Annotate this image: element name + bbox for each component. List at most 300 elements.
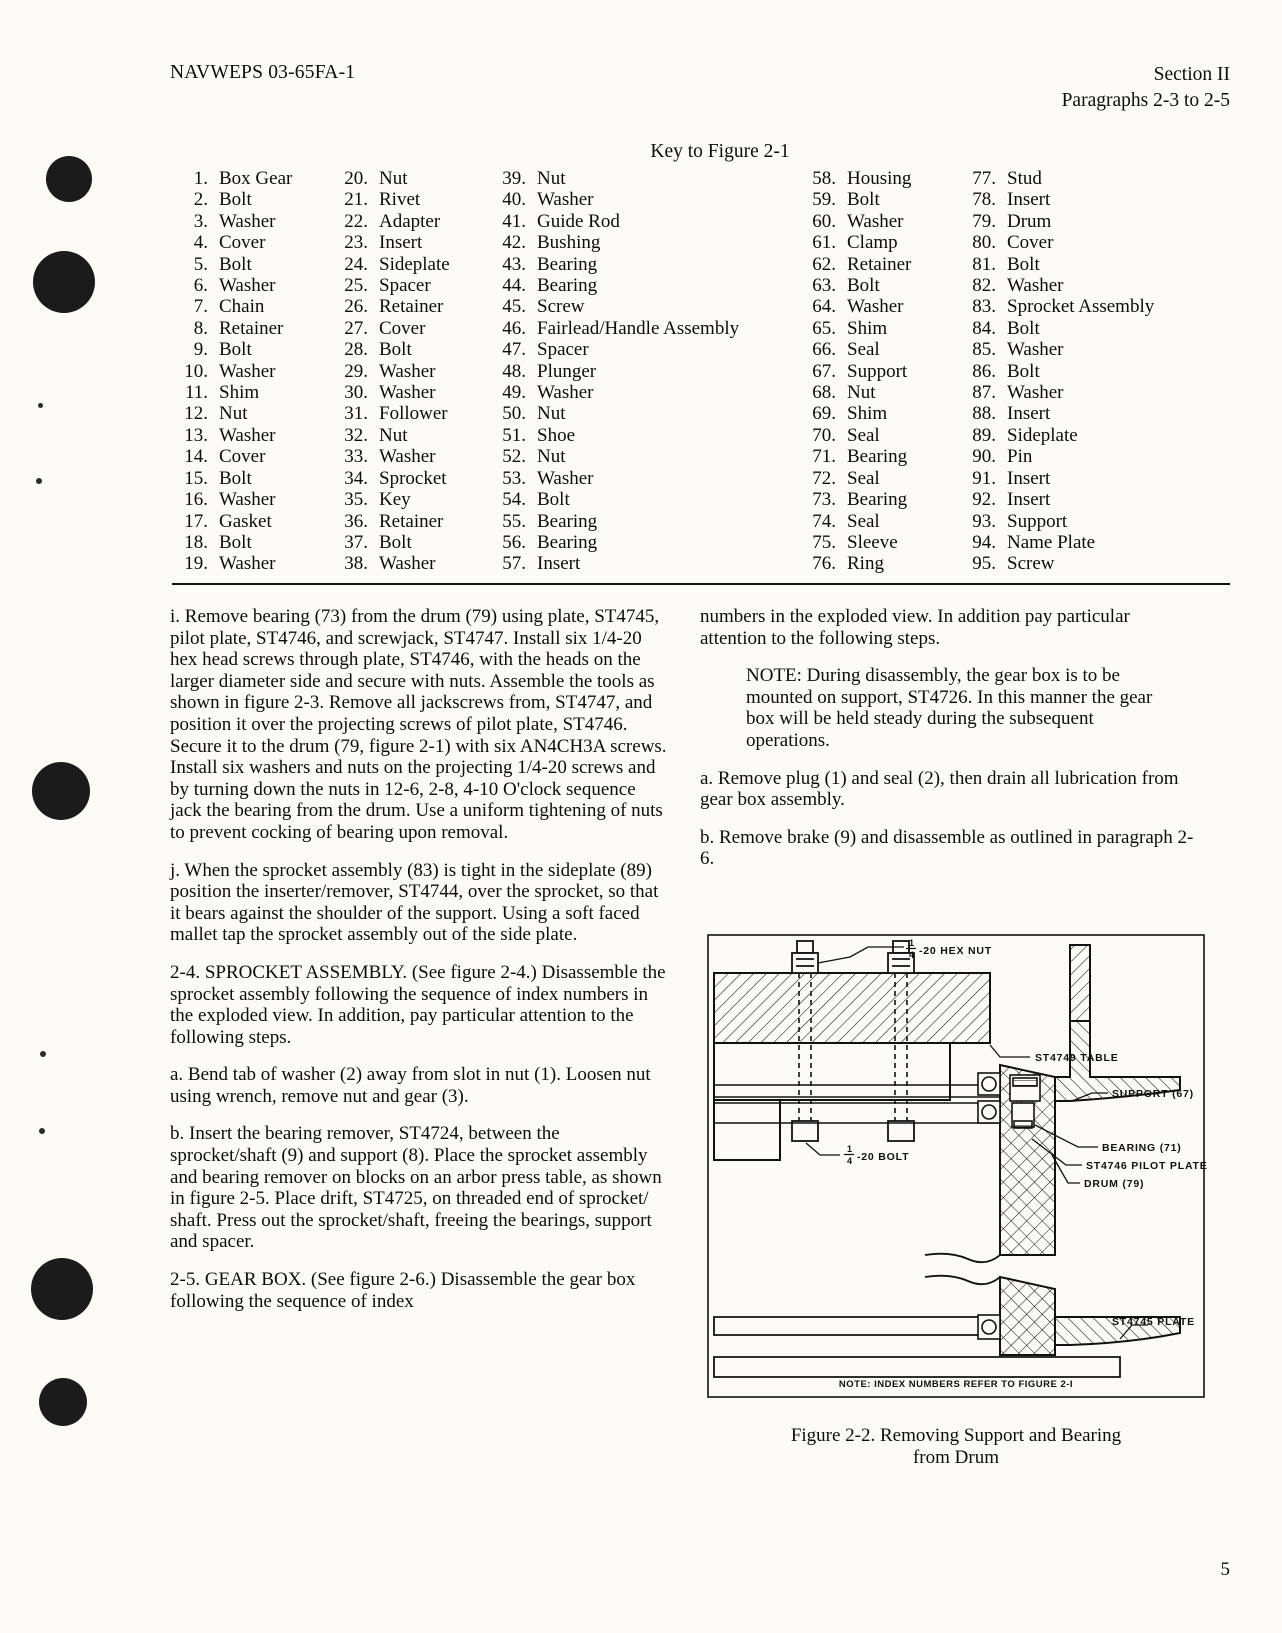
parts-key-item (330, 489, 488, 510)
figure-label-drum: DRUM (79) (1084, 1178, 1145, 1190)
parts-key-label: Bearing (537, 510, 598, 532)
scan-speck (36, 478, 42, 484)
page-number: 5 (1220, 1559, 1230, 1580)
parts-key-item (488, 403, 798, 424)
parts-key-label: Bolt (379, 339, 412, 361)
parts-key-item (488, 532, 798, 553)
parts-key-label: Cover (379, 317, 426, 339)
parts-key-label: Bushing (537, 232, 601, 254)
parts-key-label: Fairlead/Handle Assembly (537, 317, 740, 339)
parts-key-label: Washer (219, 275, 276, 297)
parts-key-label: Shim (847, 317, 888, 339)
parts-key-label: Housing (847, 168, 912, 189)
parts-key-label: Bolt (847, 275, 880, 297)
parts-key-item (170, 446, 330, 467)
parts-key-item (958, 553, 1208, 574)
parts-key-number: 36. (344, 510, 368, 532)
parts-key-item (170, 232, 330, 253)
parts-key-number: 26. (344, 296, 368, 318)
parts-key-label: Seal (847, 510, 880, 532)
parts-key-number: 63. (812, 275, 836, 297)
parts-key-item (958, 511, 1208, 532)
figure-label-pilot-plate: ST4746 PILOT PLATE (1086, 1160, 1208, 1172)
parts-key-item (958, 296, 1208, 317)
parts-key-label: Bolt (219, 467, 252, 489)
parts-key-item (330, 553, 488, 574)
parts-key-item (330, 318, 488, 339)
parts-key-label: Retainer (847, 253, 912, 275)
parts-key-label: Name Plate (1007, 531, 1096, 553)
figure-label-table: ST4749 TABLE (1035, 1052, 1119, 1064)
parts-key-item (330, 168, 488, 189)
parts-key-label: Key (379, 489, 411, 511)
parts-key-item (330, 382, 488, 403)
parts-key-item (330, 532, 488, 553)
parts-key-label: Washer (847, 296, 904, 318)
scan-speck (39, 1128, 45, 1134)
parts-key-number: 8. (193, 317, 208, 339)
parts-key-item (798, 468, 958, 489)
parts-key-item (798, 168, 958, 189)
parts-key-number: 69. (812, 403, 836, 425)
parts-key-item (958, 532, 1208, 553)
parts-key-label: Washer (537, 189, 594, 211)
figure-label-bearing: BEARING (71) (1102, 1142, 1182, 1154)
parts-key-column-3 (488, 168, 798, 575)
paragraph-i: i. Remove bearing (73) from the drum (79) using plate, ST4745, pilot plate, ST4746, and screwjack, ST4747. Install six 1/4-20 hex head screws through plate, ST4746, with the heads on the larger diameter side and secure with nuts. Assemble the tools as shown in figure 2-3. Remove all jackscrews from, ST4747, and position it over the projecting screws of pilot plate, ST4746. Secure it to the drum (79, figure 2-1) with six AN4CH3A screws. Install six washers and nuts on the projecting 1/4-20 screws and by turning down the nuts in 12-6, 2-8, 4-10 O'clock sequence jack the bearing from the drum. Use a uniform tightening of nuts to prevent cocking of bearing upon removal. (170, 606, 667, 843)
parts-key-number: 49. (502, 382, 526, 404)
paragraph-j: j. When the sprocket assembly (83) is tight in the sideplate (89) position the inserter/remover, ST4744, over the sprocket, so that it bears against the shoulder of the support. Using a soft faced mallet tap the sprocket assembly out of the side plate. (170, 859, 659, 946)
parts-key-number: 52. (502, 446, 526, 468)
parts-key-number: 47. (502, 339, 526, 361)
parts-key-number: 21. (344, 189, 368, 211)
parts-key-item (958, 425, 1208, 446)
parts-key-item (488, 211, 798, 232)
key-title: Key to Figure 2-1 (650, 140, 790, 162)
parts-key-number: 10. (184, 360, 208, 382)
parts-key-number: 55. (502, 510, 526, 532)
parts-key-number: 39. (502, 168, 526, 189)
parts-key-item (330, 339, 488, 360)
parts-key-item (488, 425, 798, 446)
parts-key-number: 94. (972, 531, 996, 553)
parts-key-item (170, 425, 330, 446)
parts-key-number: 60. (812, 210, 836, 232)
parts-key-item (798, 318, 958, 339)
parts-key-number: 15. (184, 467, 208, 489)
parts-key-label: Sprocket (379, 467, 447, 489)
punch-hole (46, 156, 92, 202)
parts-key-number: 93. (972, 510, 996, 532)
figure-2-2-drawing (700, 925, 1212, 1405)
parts-key-number: 42. (502, 232, 526, 254)
parts-key-number: 12. (184, 403, 208, 425)
paragraph-2-5-b: b. Remove brake (9) and disassemble as outlined in paragraph 2-6. (700, 826, 1194, 870)
paragraph-2-4-a: a. Bend tab of washer (2) away from slot in nut (1). Loosen nut using wrench, remove nut and gear (3). (170, 1064, 651, 1107)
scan-speck (38, 403, 43, 408)
parts-key-label: Washer (219, 424, 276, 446)
parts-key-item (488, 489, 798, 510)
scan-speck (40, 1051, 46, 1057)
parts-key-label: Insert (537, 553, 581, 575)
svg-text:4: 4 (909, 950, 915, 960)
parts-key-label: Washer (847, 210, 904, 232)
parts-key-number: 58. (812, 168, 836, 189)
parts-key-number: 43. (502, 253, 526, 275)
parts-key-number: 59. (812, 189, 836, 211)
parts-key-label: Screw (1007, 553, 1055, 575)
parts-key-label: Washer (219, 553, 276, 575)
parts-key-number: 4. (193, 232, 208, 254)
parts-key-item (958, 489, 1208, 510)
parts-key-number: 57. (502, 553, 526, 575)
parts-key-label: Bearing (537, 253, 598, 275)
parts-key-item (798, 361, 958, 382)
parts-key-item (958, 189, 1208, 210)
parts-key-number: 90. (972, 446, 996, 468)
parts-key-number: 85. (972, 339, 996, 361)
svg-text:4: 4 (847, 1156, 853, 1166)
parts-key-number: 84. (972, 317, 996, 339)
parts-key-item (488, 296, 798, 317)
parts-key-item (798, 403, 958, 424)
parts-key-item (330, 254, 488, 275)
parts-key-label: Follower (379, 403, 448, 425)
parts-key-label: Cover (1007, 232, 1054, 254)
parts-key-label: Nut (379, 168, 408, 189)
punch-hole (32, 762, 90, 820)
parts-key-item (798, 254, 958, 275)
parts-key-number: 79. (972, 210, 996, 232)
parts-key-item (798, 296, 958, 317)
manual-id: NAVWEPS 03-65FA-1 (170, 62, 356, 83)
parts-key-label: Insert (1007, 489, 1051, 511)
parts-key-label: Seal (847, 424, 880, 446)
parts-key-label: Screw (537, 296, 585, 318)
parts-key-item (488, 254, 798, 275)
parts-key-number: 18. (184, 531, 208, 553)
parts-key-item (958, 361, 1208, 382)
figure-label-bolt: -20 BOLT (857, 1151, 910, 1163)
parts-key-number: 87. (972, 382, 996, 404)
parts-key-label: Support (1007, 510, 1068, 532)
parts-key-label: Adapter (379, 210, 441, 232)
parts-key-label: Nut (537, 446, 566, 468)
parts-key-item (798, 382, 958, 403)
parts-key-column-4 (798, 168, 958, 575)
parts-key-label: Nut (537, 168, 566, 189)
parts-key-number: 2. (193, 189, 208, 211)
parts-key-number: 66. (812, 339, 836, 361)
parts-key-item (170, 339, 330, 360)
body-column-right (700, 606, 1200, 886)
parts-key-item (170, 403, 330, 424)
parts-key-label: Shim (219, 382, 260, 404)
parts-key-column-2 (330, 168, 488, 575)
parts-key-number: 62. (812, 253, 836, 275)
parts-key-label: Sideplate (379, 253, 450, 275)
parts-key-label: Nut (379, 424, 408, 446)
parts-key-label: Clamp (847, 232, 898, 254)
parts-key-number: 75. (812, 531, 836, 553)
parts-key-label: Box Gear (219, 168, 293, 189)
parts-key-item (330, 511, 488, 532)
parts-key-label: Washer (1007, 339, 1064, 361)
parts-key-item (488, 553, 798, 574)
body-column-left (170, 606, 670, 1312)
parts-key-item (488, 168, 798, 189)
parts-key-number: 33. (344, 446, 368, 468)
parts-key-item (170, 511, 330, 532)
figure-note: NOTE: INDEX NUMBERS REFER TO FIGURE 2-I (838, 1379, 1074, 1390)
parts-key-number: 54. (502, 489, 526, 511)
parts-key-label: Nut (537, 403, 566, 425)
parts-key-label: Spacer (537, 339, 589, 361)
parts-key-label: Washer (379, 382, 436, 404)
parts-key-number: 27. (344, 317, 368, 339)
parts-key-label: Washer (537, 467, 594, 489)
parts-key-label: Bolt (537, 489, 570, 511)
parts-key-number: 11. (184, 382, 208, 404)
parts-key-label: Bolt (219, 531, 252, 553)
parts-key-label: Shoe (537, 424, 575, 446)
parts-key-item (798, 339, 958, 360)
parts-key-item (958, 211, 1208, 232)
parts-key-number: 81. (972, 253, 996, 275)
paragraph-2-5-continued: numbers in the exploded view. In addition pay particular attention to the following steps. (700, 606, 1130, 649)
figure-label-plate: ST4745 PLATE (1112, 1316, 1195, 1328)
parts-key-label: Ring (847, 553, 884, 575)
parts-key-number: 28. (344, 339, 368, 361)
parts-key-number: 74. (812, 510, 836, 532)
parts-key-label: Washer (1007, 382, 1064, 404)
parts-key-label: Retainer (219, 317, 284, 339)
parts-key-number: 14. (184, 446, 208, 468)
parts-key-item (488, 318, 798, 339)
parts-key-item (170, 361, 330, 382)
parts-key-item (488, 382, 798, 403)
parts-key-item (958, 382, 1208, 403)
parts-key-label: Seal (847, 467, 880, 489)
parts-key-item (330, 211, 488, 232)
parts-key-label: Insert (379, 232, 423, 254)
parts-key-label: Retainer (379, 296, 444, 318)
paragraph-2-5-a: a. Remove plug (1) and seal (2), then drain all lubrication from gear box assembly. (700, 767, 1179, 811)
parts-key-item (488, 189, 798, 210)
parts-key-label: Bearing (847, 489, 908, 511)
parts-key-number: 37. (344, 531, 368, 553)
parts-key-column-1 (170, 168, 330, 575)
parts-key-number: 68. (812, 382, 836, 404)
parts-key-number: 17. (184, 510, 208, 532)
parts-key-label: Washer (219, 360, 276, 382)
parts-key-label: Bearing (537, 531, 598, 553)
parts-key-item (330, 232, 488, 253)
parts-key-label: Gasket (219, 510, 272, 532)
parts-key-label: Bolt (219, 253, 252, 275)
parts-key-number: 73. (812, 489, 836, 511)
parts-key-item (170, 382, 330, 403)
parts-key-number: 5. (193, 253, 208, 275)
parts-key-item (488, 339, 798, 360)
parts-key-label: Washer (379, 553, 436, 575)
parts-key-item (958, 339, 1208, 360)
section-label: Section II (1153, 64, 1230, 85)
parts-key-label: Drum (1007, 210, 1052, 232)
paragraph-2-4: 2-4. SPROCKET ASSEMBLY. (See figure 2-4.) Disassemble the sprocket assembly following the sequence of index numbers in the exploded view. In addition, pay particular attention to the following steps. (170, 961, 666, 1048)
parts-key-number: 53. (502, 467, 526, 489)
parts-key-item (488, 232, 798, 253)
parts-key-number: 76. (812, 553, 836, 575)
parts-key-label: Bolt (847, 189, 880, 211)
parts-key-number: 83. (972, 296, 996, 318)
parts-key-number: 67. (812, 360, 836, 382)
parts-key-label: Bolt (1007, 253, 1040, 275)
parts-key-label: Shim (847, 403, 888, 425)
parts-key-number: 9. (193, 339, 208, 361)
parts-key-item (170, 532, 330, 553)
parts-key-number: 22. (344, 210, 368, 232)
parts-key-label: Sprocket Assembly (1007, 296, 1155, 318)
parts-key-label: Guide Rod (537, 210, 620, 232)
parts-key-column-5 (958, 168, 1208, 575)
svg-text:1: 1 (909, 938, 915, 948)
parts-key-item (958, 232, 1208, 253)
parts-key-item (958, 318, 1208, 339)
parts-key-number: 48. (502, 360, 526, 382)
parts-key-item (488, 361, 798, 382)
parts-key-item (798, 189, 958, 210)
parts-key-item (170, 275, 330, 296)
parts-key-label: Pin (1007, 446, 1033, 468)
parts-key-number: 19. (184, 553, 208, 575)
parts-key-label: Bolt (219, 339, 252, 361)
parts-key-number: 65. (812, 317, 836, 339)
parts-key-number: 86. (972, 360, 996, 382)
parts-key-number: 31. (344, 403, 368, 425)
parts-key-number: 44. (502, 275, 526, 297)
parts-key-number: 78. (972, 189, 996, 211)
parts-key-item (170, 553, 330, 574)
parts-key-number: 6. (193, 275, 208, 297)
parts-key-item (798, 446, 958, 467)
parts-key-item (798, 232, 958, 253)
parts-key-label: Nut (219, 403, 248, 425)
figure-caption (700, 1425, 1212, 1469)
parts-key-number: 88. (972, 403, 996, 425)
parts-key-label: Chain (219, 296, 265, 318)
parts-key-number: 82. (972, 275, 996, 297)
parts-key-label: Bolt (1007, 317, 1040, 339)
parts-key-item (958, 168, 1208, 189)
parts-key-item (958, 468, 1208, 489)
parts-key-number: 23. (344, 232, 368, 254)
parts-key-number: 61. (812, 232, 836, 254)
parts-key-label: Retainer (379, 510, 444, 532)
parts-key-number: 13. (184, 424, 208, 446)
parts-key-number: 91. (972, 467, 996, 489)
parts-key-number: 56. (502, 531, 526, 553)
punch-hole (33, 251, 95, 313)
parts-key-item (330, 468, 488, 489)
note-block: NOTE: During disassembly, the gear box is to be mounted on support, ST4726. In this manner the gear box will be held steady during the subsequent operations. (746, 665, 1153, 751)
parts-key-label: Washer (379, 446, 436, 468)
parts-key-number: 64. (812, 296, 836, 318)
parts-key-item (330, 446, 488, 467)
parts-key-item (958, 446, 1208, 467)
parts-key-number: 38. (344, 553, 368, 575)
parts-key-number: 72. (812, 467, 836, 489)
punch-hole (39, 1378, 87, 1426)
parts-key-label: Bearing (847, 446, 908, 468)
parts-key-item (330, 275, 488, 296)
parts-key-item (330, 189, 488, 210)
parts-key-number: 25. (344, 275, 368, 297)
parts-key-number: 51. (502, 424, 526, 446)
parts-key-label: Seal (847, 339, 880, 361)
parts-key-item (170, 489, 330, 510)
figure-label-hex-nut: -20 HEX NUT (919, 945, 992, 957)
parts-key-number: 95. (972, 553, 996, 575)
parts-key-item (330, 361, 488, 382)
parts-key-label: Sleeve (847, 531, 898, 553)
parts-key-item (330, 296, 488, 317)
parts-key-item (488, 468, 798, 489)
parts-key-label: Sideplate (1007, 424, 1078, 446)
parts-key-label: Washer (219, 489, 276, 511)
parts-key-item (170, 189, 330, 210)
parts-key-number: 70. (812, 424, 836, 446)
parts-key-number: 40. (502, 189, 526, 211)
figure-caption-line1: Figure 2-2. Removing Support and Bearing (790, 1425, 1122, 1446)
parts-key-item (958, 403, 1208, 424)
parts-key-label: Washer (219, 210, 276, 232)
parts-key-item (488, 275, 798, 296)
parts-key-number: 7. (193, 296, 208, 318)
parts-key-number: 71. (812, 446, 836, 468)
parts-key-item (798, 425, 958, 446)
parts-key-label: Insert (1007, 189, 1051, 211)
parts-key-label: Bolt (1007, 360, 1040, 382)
parts-key-item (170, 468, 330, 489)
parts-key-number: 16. (184, 489, 208, 511)
figure-caption-line2: from Drum (912, 1447, 999, 1468)
parts-key-list (170, 168, 1240, 575)
paragraph-range: Paragraphs 2-3 to 2-5 (1061, 90, 1230, 112)
figure-label-support: SUPPORT (67) (1112, 1088, 1194, 1100)
parts-key-label: Bolt (219, 189, 252, 211)
parts-key-number: 46. (502, 317, 526, 339)
parts-key-number: 24. (344, 253, 368, 275)
parts-key-number: 35. (344, 489, 368, 511)
parts-key-item (798, 211, 958, 232)
parts-key-label: Rivet (379, 189, 421, 211)
parts-key-number: 1. (193, 168, 208, 189)
parts-key-label: Stud (1007, 168, 1042, 189)
parts-key-number: 20. (344, 168, 368, 189)
parts-key-item (798, 275, 958, 296)
parts-key-label: Cover (219, 446, 266, 468)
paragraph-2-4-b: b. Insert the bearing remover, ST4724, between the sprocket/shaft (9) and support (8). Place the sprocket assembly and bearing remover on blocks on an arbor press table, as shown in figure 2-5. Place drift, ST4725, on threaded end of sprocket/ shaft. Press out the sprocket/shaft, freeing the bearings, support and spacer. (170, 1123, 662, 1253)
parts-key-label: Bolt (379, 531, 412, 553)
svg-text:1: 1 (847, 1144, 853, 1154)
parts-key-item (330, 403, 488, 424)
parts-key-item (798, 489, 958, 510)
parts-key-label: Washer (379, 360, 436, 382)
parts-key-item (958, 275, 1208, 296)
parts-key-item (170, 254, 330, 275)
parts-key-item (798, 553, 958, 574)
